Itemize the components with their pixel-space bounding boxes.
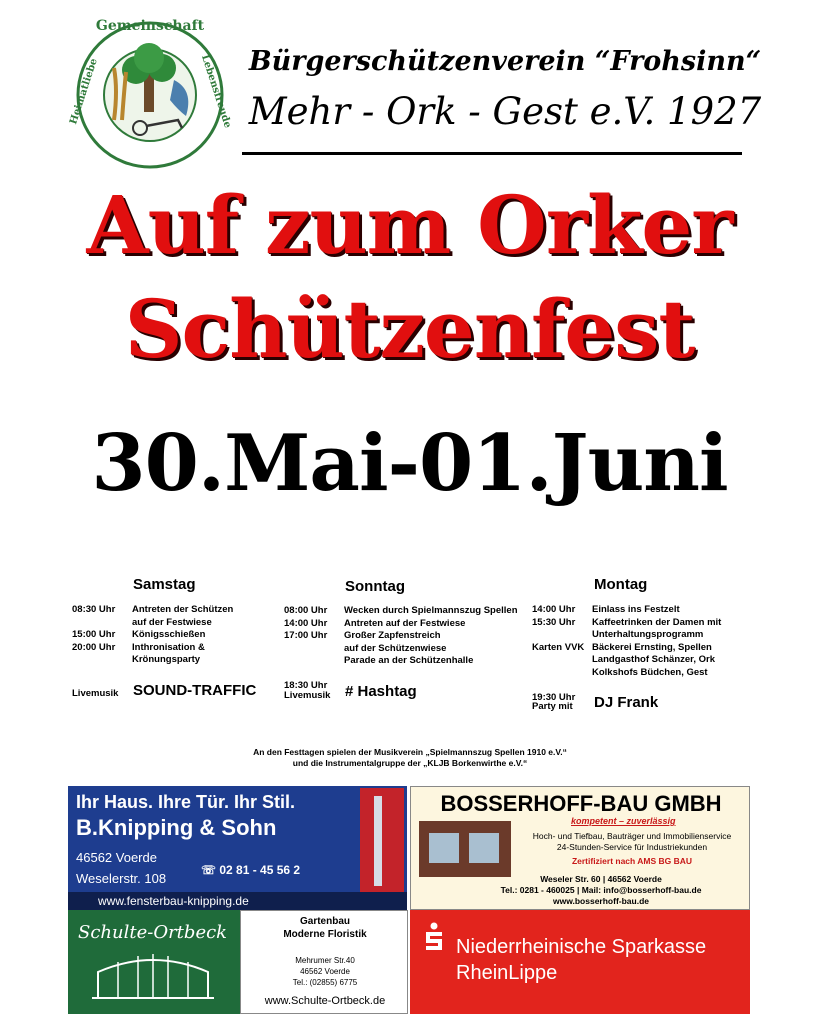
schedule-text: Einlass ins Festzelt [592,604,680,615]
schedule-time [284,643,344,656]
music-note [150,747,670,769]
schedule-row [532,642,752,655]
schedule-row [532,654,752,667]
greenhouse-icon [88,948,218,1006]
schedule-time: 08:00 Uhr [284,605,328,616]
schedule-text: Antreten der Schützen [132,604,234,615]
schedule-time: 15:30 Uhr [532,616,576,628]
schedule-saturday [72,604,272,667]
music-label-monday: Party mit [532,701,573,712]
music-act-monday: DJ Frank [594,694,659,711]
ad-knipping[interactable] [68,786,407,910]
schedule-text: Inthronisation & [132,641,205,653]
schedule-text: Königsschießen [132,629,206,640]
schulte-services [241,915,408,941]
schedule-row [284,655,534,668]
schulte-street: Mehrumer Str.40 [295,956,355,965]
schedule-row [284,668,534,681]
schedule-time [72,617,132,630]
schedule-monday [532,604,752,704]
headline-line-1: Auf zum Orker [86,178,733,272]
schedule-time: 14:00 Uhr [532,604,576,615]
schedule-time [532,629,592,642]
schedule-row [532,629,752,642]
schedule-text: Bäckerei Ernsting, Spellen [592,641,712,653]
schedule-time: Karten VVK [532,641,585,653]
schedule-text: Kolkshofs Büdchen, Gest [592,666,708,678]
schedule-time: 17:00 Uhr [284,630,328,641]
schedule-time [532,654,592,667]
club-name: Bürgerschützenverein “Frohsinn“ [248,46,762,77]
knipping-firm: B.Knipping & Sohn [76,815,277,840]
schulte-line-2: Moderne Floristik [283,929,367,940]
schulte-address [241,955,408,988]
schedule-row [284,630,534,643]
divider [242,152,742,155]
schedule-time [72,654,132,667]
music-act-sunday: # Hashtag [345,683,417,700]
bosserhoff-address: Weseler Str. 60 | 46562 Voerde [540,874,662,884]
schulte-logo-text: Schulte-Ortbeck [78,922,228,943]
bosserhoff-contact [451,874,750,907]
logo-arc-left: Heimatliebe [68,57,100,126]
bosserhoff-services [517,831,747,853]
knipping-url[interactable]: www.fensterbau-knipping.de [98,894,249,908]
schedule-text: auf der Schützenwiese [344,642,447,654]
music-label-sunday: Livemusik [284,690,331,701]
schedule-row [72,629,272,642]
headline-line-2: Schützenfest [124,282,695,376]
schedule-time [532,679,592,692]
bosserhoff-name: BOSSERHOFF-BAU GMBH [440,791,722,816]
schedule-row [72,642,272,655]
ad-bosserhoff[interactable] [410,786,750,910]
music-note-line-1: An den Festtagen spielen der Musikverein „Spielmannszug Spellen 1910 e.V.“ [253,747,567,757]
schedule-time: 14:00 Uhr [284,617,328,629]
schedule-text: auf der Festwiese [132,616,212,628]
schedule-row [72,617,272,630]
schedule-row [72,654,272,667]
knipping-phone: ☏ 02 81 - 45 56 2 [201,863,301,877]
schedule-time: 08:30 Uhr [72,604,116,615]
schedule-time: 15:00 Uhr [72,629,116,640]
music-note-line-2: und die Instrumentalgruppe der „KLJB Borkenwirthe e.V.“ [292,758,528,768]
sparkasse-logo-icon [422,922,446,952]
logo-arc-top: Gemeinschaft [95,18,205,34]
schulte-line-1: Gartenbau [299,916,350,927]
schedule-row [284,618,534,631]
knipping-city: 46562 Voerde [76,850,157,865]
bosserhoff-certification: Zertifiziert nach AMS BG BAU [571,856,693,866]
building-window [469,833,499,863]
music-act-saturday: SOUND-TRAFFIC [133,682,257,699]
schedule-time: 18:30 Uhr [284,680,328,691]
bosserhoff-url[interactable]: www.bosserhoff-bau.de [552,896,650,906]
bosserhoff-service-1: Hoch- und Tiefbau, Bauträger und Immobilienservice [532,831,732,841]
sparkasse-line-2: RheinLippe [456,962,558,984]
schulte-city: 46562 Voerde [300,967,350,976]
schedule-text: Unterhaltungsprogramm [592,629,704,640]
schedule-time [284,655,344,668]
bosserhoff-service-2: 24-Stunden-Service für Industriekunden [556,842,708,852]
schedule-row [532,604,752,617]
club-emblem-icon [70,20,230,170]
schedule-row [532,617,752,630]
schedule-text: Antreten auf der Festwiese [344,617,466,629]
music-label-saturday: Livemusik [72,688,119,699]
building-window [429,833,459,863]
day-title-sunday: Sonntag [345,578,405,595]
event-date: 30.Mai-01.Juni [91,418,728,509]
knipping-street: Weselerstr. 108 [76,871,167,886]
schedule-row [532,667,752,680]
schedule-row [532,679,752,692]
schulte-phone: Tel.: (02855) 6775 [292,978,358,987]
schedule-row [284,643,534,656]
day-title-monday: Montag [594,576,648,593]
door-glass [374,796,382,886]
bosserhoff-phone-mail: Tel.: 0281 - 460025 | Mail: info@bosserhoff-bau.de [500,885,702,895]
schedule-text: Kaffeetrinken der Damen mit [592,616,722,628]
logo-arc-right: Lebensfreude [198,53,234,130]
bosserhoff-tagline: kompetent – zuverlässig [571,816,676,826]
door-image [360,788,404,894]
ad-schulte-logo[interactable] [68,910,240,1014]
club-location: Mehr - Ork - Gest e.V. 1927 [248,90,762,133]
schedule-time: 19:30 Uhr [532,691,576,703]
schedule-time [284,668,344,681]
schedule-text: Wecken durch Spielmannszug Spellen [344,605,518,616]
schedule-row [284,605,534,618]
schedule-time: 20:00 Uhr [72,641,116,653]
schedule-text: Großer Zapfenstreich [344,630,441,641]
schedule-time [532,667,592,680]
club-logo [68,18,234,170]
schedule-text: Parade an der Schützenhalle [344,655,474,666]
schulte-url[interactable]: www.Schulte-Ortbeck.de [264,995,386,1007]
schedule-text: Krönungsparty [132,654,201,665]
ad-sparkasse[interactable] [410,910,750,1014]
schedule-row [72,604,272,617]
knipping-slogan: Ihr Haus. Ihre Tür. Ihr Stil. [76,792,296,812]
schedule-text: Landgasthof Schänzer, Ork [592,654,715,665]
schedule-sunday [284,605,534,693]
day-title-saturday: Samstag [133,576,196,593]
ad-schulte-info[interactable] [240,910,408,1014]
sparkasse-line-1: Niederrheinische Sparkasse [456,936,707,958]
